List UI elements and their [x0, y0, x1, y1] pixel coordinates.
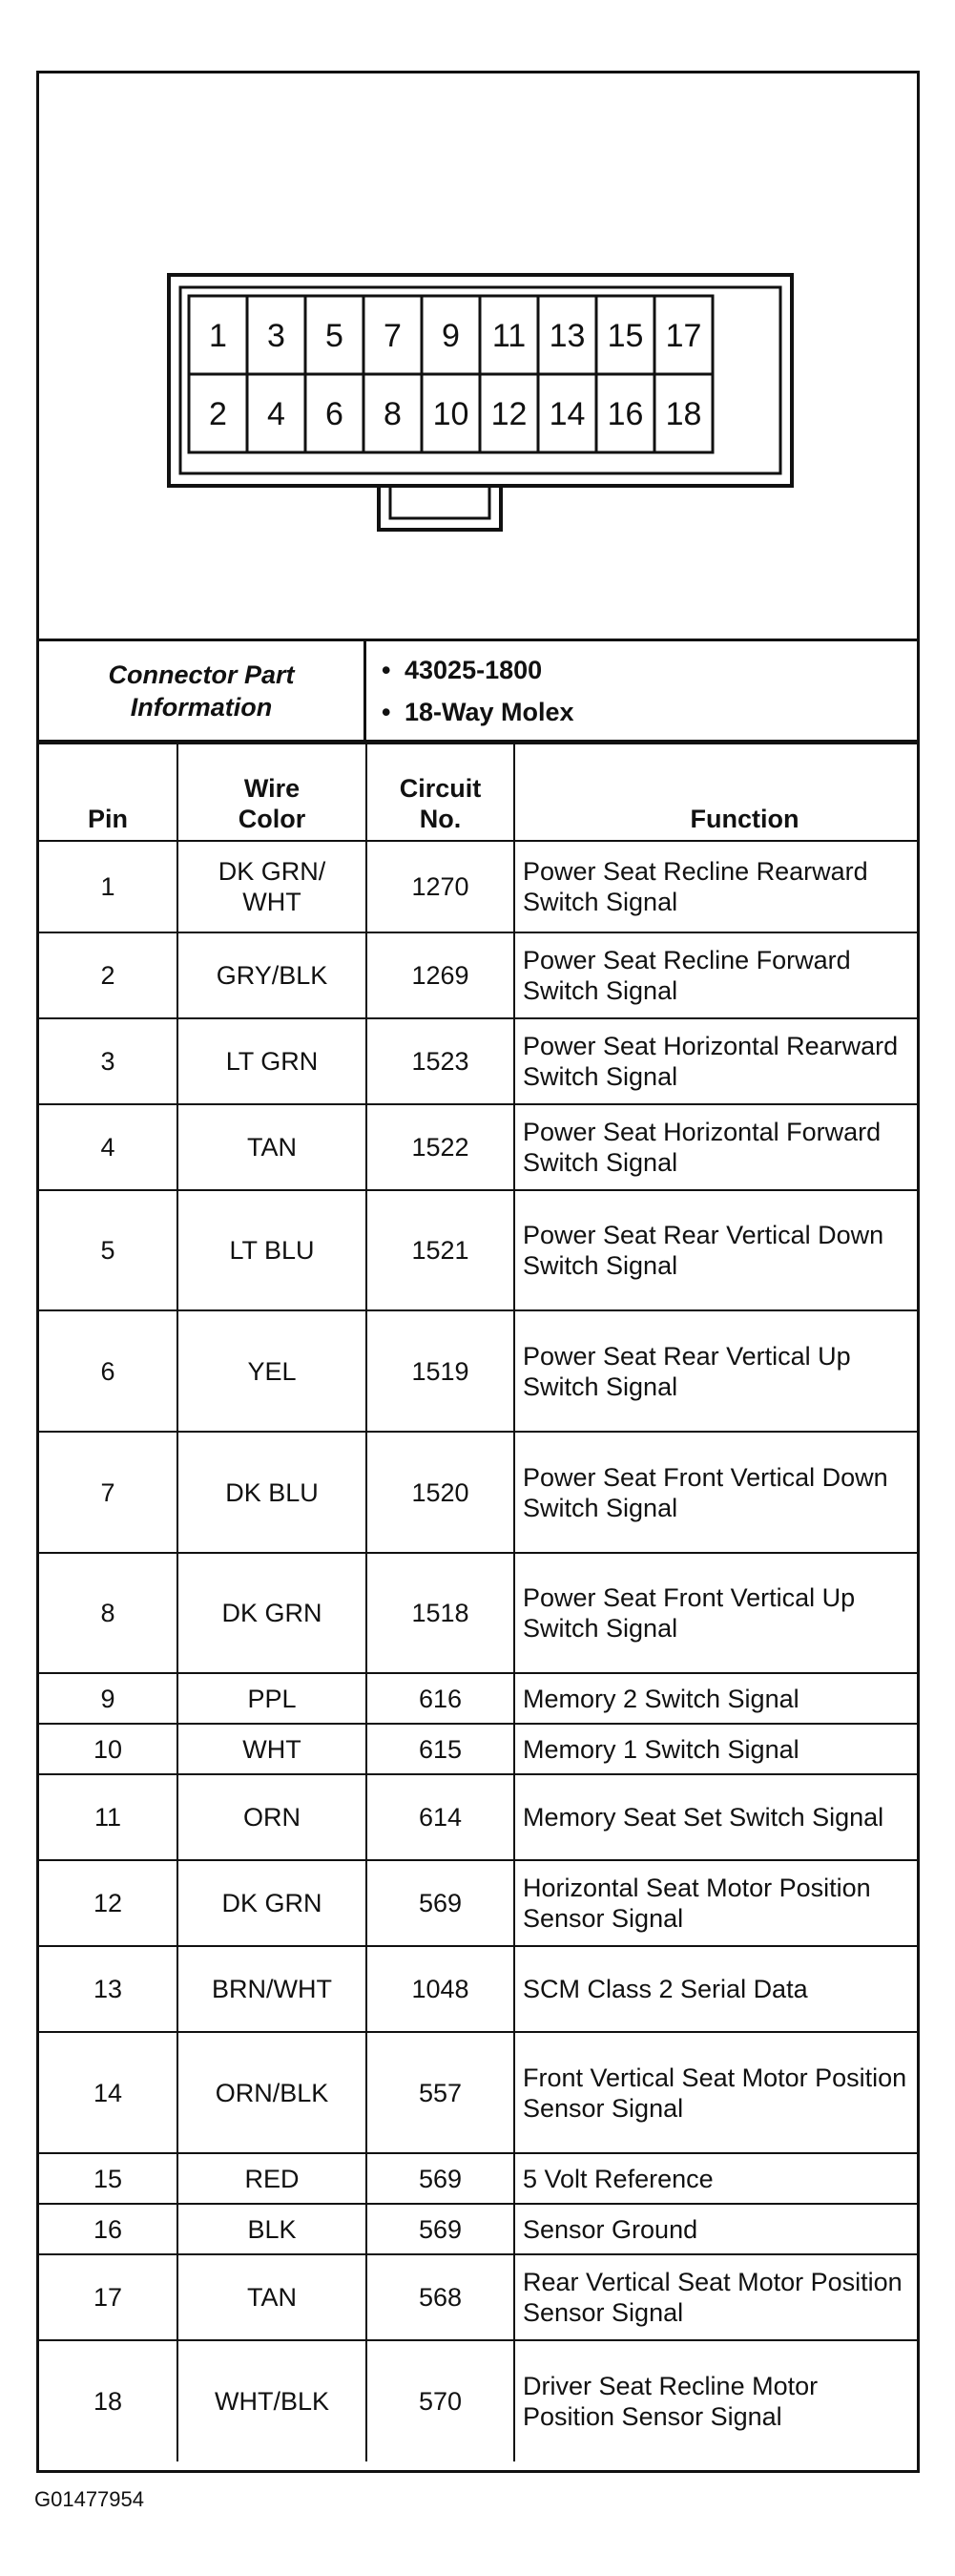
- pin-cell: 12: [39, 1860, 177, 1946]
- table-row: [39, 841, 917, 932]
- connector-type: • 18-Way Molex: [382, 691, 917, 733]
- circuit-number-cell: 615: [366, 1724, 514, 1774]
- table-row: [39, 1946, 917, 2032]
- table-row: [39, 2204, 917, 2254]
- connector-lock-tab: [379, 486, 501, 530]
- wire-color-cell: ORN: [177, 1774, 366, 1860]
- function-cell: SCM Class 2 Serial Data: [514, 1946, 917, 2032]
- column-header-circuit-no-text: Circuit No.: [399, 774, 482, 833]
- table-row: [39, 1432, 917, 1553]
- table-row: [39, 1310, 917, 1432]
- pin-label-12: 12: [490, 396, 528, 432]
- wire-color-cell: BLK: [177, 2204, 366, 2254]
- table-row: [39, 2153, 917, 2204]
- table-row: [39, 1860, 917, 1946]
- wire-color-cell: DK GRN: [177, 1860, 366, 1946]
- function-cell: Power Seat Recline Forward Switch Signal: [514, 932, 917, 1018]
- circuit-number-cell: 1270: [366, 841, 514, 932]
- wire-color-cell: DK GRN/ WHT: [177, 841, 366, 932]
- function-cell: Driver Seat Recline Motor Position Sensor Signal: [514, 2340, 917, 2461]
- pin-label-2: 2: [209, 396, 227, 432]
- circuit-number-cell: 1048: [366, 1946, 514, 2032]
- function-cell: Power Seat Horizontal Forward Switch Signal: [514, 1104, 917, 1190]
- pin-table-body: [39, 841, 917, 2461]
- pin-label-7: 7: [384, 318, 402, 354]
- function-cell: Memory Seat Set Switch Signal: [514, 1774, 917, 1860]
- function-cell: Front Vertical Seat Motor Position Sensor Signal: [514, 2032, 917, 2153]
- wire-color-cell: BRN/WHT: [177, 1946, 366, 2032]
- pin-grid: [189, 296, 713, 452]
- function-cell: Power Seat Horizontal Rearward Switch Signal: [514, 1018, 917, 1104]
- pin-cell: 14: [39, 2032, 177, 2153]
- function-cell: Sensor Ground: [514, 2204, 917, 2254]
- column-header-wire-color: [177, 743, 366, 841]
- circuit-number-cell: 1523: [366, 1018, 514, 1104]
- function-cell: Power Seat Recline Rearward Switch Signal: [514, 841, 917, 932]
- circuit-number-cell: 568: [366, 2254, 514, 2340]
- table-row: [39, 1104, 917, 1190]
- table-row: [39, 2032, 917, 2153]
- pin-label-6: 6: [325, 396, 343, 432]
- pin-cell: 3: [39, 1018, 177, 1104]
- circuit-number-cell: 1519: [366, 1310, 514, 1432]
- column-header-function: Function: [514, 743, 917, 841]
- wire-color-cell: DK BLU: [177, 1432, 366, 1553]
- connector-lock-tab-inner: [390, 486, 489, 518]
- wire-color-cell: RED: [177, 2153, 366, 2204]
- circuit-number-cell: 569: [366, 2153, 514, 2204]
- wire-color-cell: DK GRN: [177, 1553, 366, 1673]
- wire-color-cell: WHT/BLK: [177, 2340, 366, 2461]
- pin-cell: 1: [39, 841, 177, 932]
- circuit-number-cell: 616: [366, 1673, 514, 1724]
- pin-label-1: 1: [209, 318, 227, 354]
- pin-label-5: 5: [325, 318, 343, 354]
- pin-cell: 11: [39, 1774, 177, 1860]
- pin-cell: 6: [39, 1310, 177, 1432]
- connector-end-view-sheet: [36, 71, 920, 2473]
- table-row: [39, 932, 917, 1018]
- wire-color-cell: TAN: [177, 1104, 366, 1190]
- wire-color-cell: YEL: [177, 1310, 366, 1432]
- pin-cell: 4: [39, 1104, 177, 1190]
- table-row: [39, 1190, 917, 1310]
- circuit-number-cell: 569: [366, 2204, 514, 2254]
- pin-label-13: 13: [549, 318, 586, 354]
- figure-id: G01477954: [34, 2487, 144, 2511]
- circuit-number-cell: 557: [366, 2032, 514, 2153]
- pin-cell: 17: [39, 2254, 177, 2340]
- column-header-pin: Pin: [39, 743, 177, 841]
- pin-cell: 10: [39, 1724, 177, 1774]
- pin-label-16: 16: [607, 396, 644, 432]
- pin-label-8: 8: [384, 396, 402, 432]
- connector-part-information: [39, 641, 917, 743]
- function-cell: Power Seat Rear Vertical Up Switch Signal: [514, 1310, 917, 1432]
- pin-label-3: 3: [267, 318, 285, 354]
- pin-label-9: 9: [442, 318, 460, 354]
- pin-label-14: 14: [549, 396, 586, 432]
- pin-cell: 7: [39, 1432, 177, 1553]
- wire-color-cell: ORN/BLK: [177, 2032, 366, 2153]
- pin-label-18: 18: [665, 396, 702, 432]
- circuit-number-cell: 614: [366, 1774, 514, 1860]
- column-header-wire-color-text: Wire Color: [238, 774, 306, 833]
- table-header-row: [39, 743, 917, 841]
- pin-cell: 15: [39, 2153, 177, 2204]
- table-row: [39, 1774, 917, 1860]
- pin-cell: 8: [39, 1553, 177, 1673]
- connector-part-info-values: [366, 641, 917, 740]
- wire-color-cell: WHT: [177, 1724, 366, 1774]
- circuit-number-cell: 1520: [366, 1432, 514, 1553]
- function-cell: Power Seat Front Vertical Down Switch Signal: [514, 1432, 917, 1553]
- pin-cell: 2: [39, 932, 177, 1018]
- pin-cell: 16: [39, 2204, 177, 2254]
- table-row: [39, 2340, 917, 2461]
- column-header-circuit-no: [366, 743, 514, 841]
- function-cell: Memory 2 Switch Signal: [514, 1673, 917, 1724]
- circuit-number-cell: 570: [366, 2340, 514, 2461]
- pin-cell: 13: [39, 1946, 177, 2032]
- connector-part-number: • 43025-1800: [382, 649, 917, 691]
- table-row: [39, 1724, 917, 1774]
- table-row: [39, 2254, 917, 2340]
- function-cell: Rear Vertical Seat Motor Position Sensor Signal: [514, 2254, 917, 2340]
- wire-color-cell: LT GRN: [177, 1018, 366, 1104]
- wire-color-cell: TAN: [177, 2254, 366, 2340]
- table-row: [39, 1553, 917, 1673]
- circuit-number-cell: 1518: [366, 1553, 514, 1673]
- function-cell: Power Seat Rear Vertical Down Switch Signal: [514, 1190, 917, 1310]
- connector-face-diagram: [39, 73, 917, 639]
- circuit-number-cell: 1269: [366, 932, 514, 1018]
- table-row: [39, 1018, 917, 1104]
- connector-diagram-area: [39, 73, 917, 641]
- connector-part-info-label: Connector Part Information: [39, 641, 366, 740]
- function-cell: Horizontal Seat Motor Position Sensor Signal: [514, 1860, 917, 1946]
- circuit-number-cell: 1521: [366, 1190, 514, 1310]
- pin-cell: 18: [39, 2340, 177, 2461]
- wire-color-cell: LT BLU: [177, 1190, 366, 1310]
- wire-color-cell: PPL: [177, 1673, 366, 1724]
- table-row: [39, 1673, 917, 1724]
- function-cell: 5 Volt Reference: [514, 2153, 917, 2204]
- pin-label-17: 17: [665, 318, 702, 354]
- pin-function-table: [39, 743, 917, 2461]
- pin-label-15: 15: [607, 318, 644, 354]
- pin-label-4: 4: [267, 396, 285, 432]
- circuit-number-cell: 569: [366, 1860, 514, 1946]
- pin-cell: 5: [39, 1190, 177, 1310]
- function-cell: Memory 1 Switch Signal: [514, 1724, 917, 1774]
- pin-label-11: 11: [491, 318, 527, 354]
- function-cell: Power Seat Front Vertical Up Switch Signal: [514, 1553, 917, 1673]
- circuit-number-cell: 1522: [366, 1104, 514, 1190]
- wire-color-cell: GRY/BLK: [177, 932, 366, 1018]
- pin-cell: 9: [39, 1673, 177, 1724]
- pin-label-10: 10: [432, 396, 469, 432]
